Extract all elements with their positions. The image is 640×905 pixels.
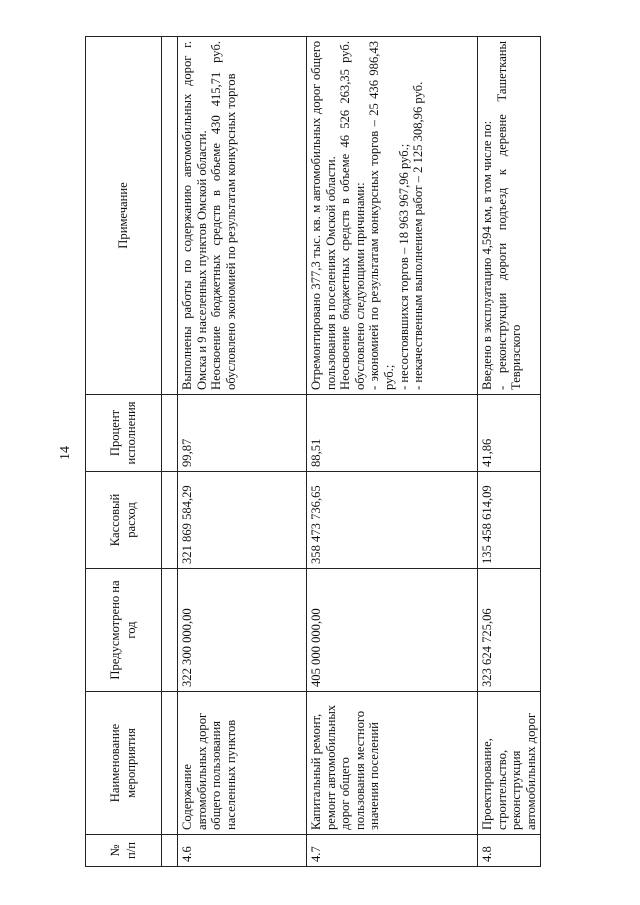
- row-percent: 99,87: [178, 395, 307, 472]
- note-line: Введено в эксплуатацию 4,594 км, в том числе по:: [480, 120, 494, 390]
- note-line: Отремонтировано 377,3 тыс. кв. м автомобильных дорог общего пользования в поселениях Омской области.: [309, 41, 338, 390]
- spacer-cell: [162, 37, 178, 395]
- note-line: - несостоявшихся торгов – 18 963 967,96 руб.;: [396, 143, 411, 390]
- note-line: Неосвоение бюджетных средств в объеме 46 526 263,35 руб. обусловлено следующими причинами:: [338, 41, 367, 390]
- row-name: Проектирование, строительство, реконструкция автомобильных дорог: [478, 692, 541, 835]
- header-planned: Предусмотрено на год: [86, 569, 162, 692]
- row-planned: 323 624 725,06: [478, 569, 541, 692]
- row-spent: 358 473 736,65: [307, 472, 478, 569]
- spacer-cell: [162, 472, 178, 569]
- row-num: 4.7: [307, 835, 478, 867]
- table-row: [178, 37, 307, 867]
- row-planned: 405 000 000,00: [307, 569, 478, 692]
- spacer-cell: [162, 395, 178, 472]
- header-num: № п/п: [86, 835, 162, 867]
- row-note: [478, 37, 541, 395]
- spacer-cell: [162, 835, 178, 867]
- row-note: [307, 37, 478, 395]
- row-num: 4.8: [478, 835, 541, 867]
- report-table: [85, 36, 541, 867]
- table-row: [307, 37, 478, 867]
- row-name: Содержание автомобильных дорог общего пользования населенных пунктов: [178, 692, 307, 835]
- header-spacer-row: [162, 37, 178, 867]
- header-row: [86, 37, 162, 867]
- header-note: Примечание: [86, 37, 162, 395]
- spacer-cell: [162, 569, 178, 692]
- row-name: Капитальный ремонт, ремонт автомобильных дорог общего пользования местного значения поселений: [307, 692, 478, 835]
- row-percent: 41,86: [478, 395, 541, 472]
- page-number: 14: [58, 446, 73, 460]
- header-percent: Процент исполнения: [86, 395, 162, 472]
- note-line: - реконструкции дороги подъезд к деревне Ташетканы Тевризского: [494, 41, 524, 390]
- row-planned: 322 300 000,00: [178, 569, 307, 692]
- table-row: [478, 37, 541, 867]
- note-line: Неосвоение бюджетных средств в объеме 430 415,71 руб. обусловлено экономией по результатам конкурсных торгов: [209, 41, 238, 390]
- header-spent: Кассовый расход: [86, 472, 162, 569]
- row-percent: 88,51: [307, 395, 478, 472]
- row-spent: 135 458 614,09: [478, 472, 541, 569]
- spacer-cell: [162, 692, 178, 835]
- note-line: - некачественным выполнением работ – 2 125 308,96 руб.: [411, 81, 426, 390]
- note-line: - экономией по результатам конкурсных торгов – 25 436 986,43 руб.;: [367, 41, 396, 390]
- header-name: Наименование мероприятия: [86, 692, 162, 835]
- row-spent: 321 869 584,29: [178, 472, 307, 569]
- row-note: [178, 37, 307, 395]
- rotated-table-wrapper: [85, 37, 577, 867]
- row-num: 4.6: [178, 835, 307, 867]
- note-line: Выполнены работы по содержанию автомобильных дорог г. Омска и 9 населенных пунктов Омской области.: [180, 41, 209, 390]
